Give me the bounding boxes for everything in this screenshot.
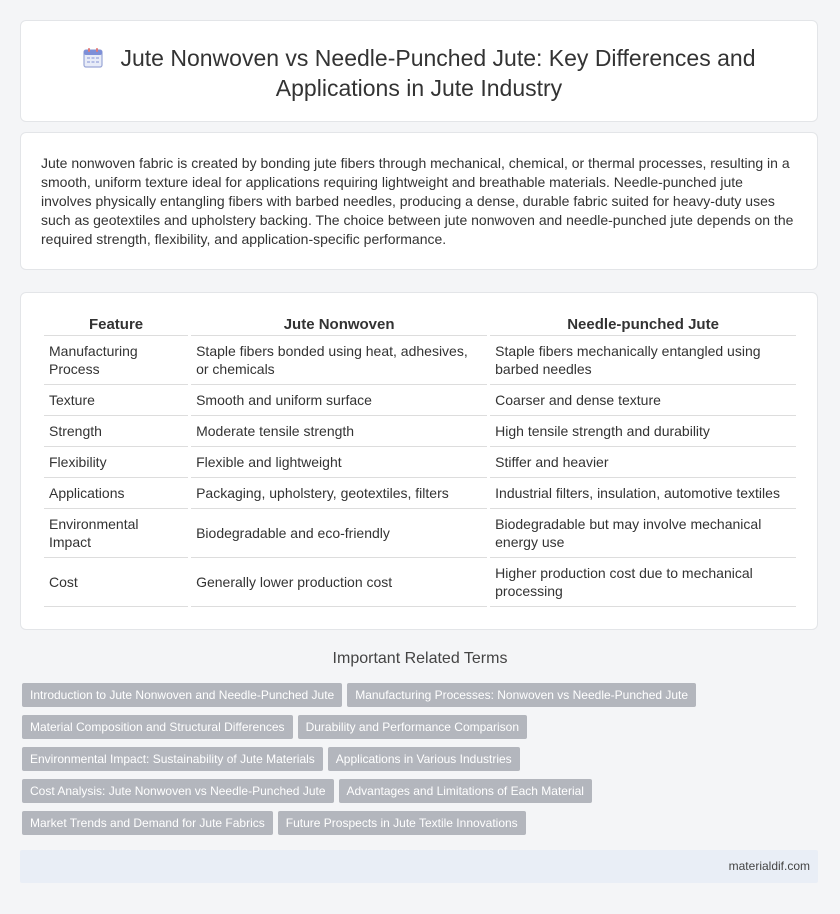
related-term-tag[interactable]: Cost Analysis: Jute Nonwoven vs Needle-Punched Jute <box>22 779 334 803</box>
table-cell-feature: Applications <box>44 478 188 509</box>
table-cell-feature: Flexibility <box>44 447 188 478</box>
related-term-tag[interactable]: Future Prospects in Jute Textile Innovations <box>278 811 526 835</box>
table-cell-needle-punched: Coarser and dense texture <box>490 385 796 416</box>
related-term-tag[interactable]: Manufacturing Processes: Nonwoven vs Needle-Punched Jute <box>347 683 696 707</box>
comparison-table <box>41 315 799 607</box>
intro-card <box>20 132 818 270</box>
table-cell-nonwoven: Staple fibers bonded using heat, adhesives, or chemicals <box>191 336 487 385</box>
table-cell-needle-punched: Staple fibers mechanically entangled using barbed needles <box>490 336 796 385</box>
table-cell-needle-punched: Higher production cost due to mechanical processing <box>490 558 796 607</box>
title-card <box>20 20 818 122</box>
table-cell-feature: Environmental Impact <box>44 509 188 558</box>
table-cell-needle-punched: Biodegradable but may involve mechanical energy use <box>490 509 796 558</box>
table-cell-needle-punched: Stiffer and heavier <box>490 447 796 478</box>
page-title: Jute Nonwoven vs Needle-Punched Jute: Key Differences and Applications in Jute Industry <box>120 45 756 101</box>
calendar-icon <box>82 47 104 69</box>
table-cell-feature: Cost <box>44 558 188 607</box>
comparison-table-card <box>20 292 818 630</box>
table-row <box>44 447 796 478</box>
related-term-tag[interactable]: Material Composition and Structural Differences <box>22 715 293 739</box>
table-cell-nonwoven: Smooth and uniform surface <box>191 385 487 416</box>
table-cell-feature: Manufacturing Process <box>44 336 188 385</box>
tag-row <box>22 715 722 747</box>
page-title-wrap <box>61 43 777 103</box>
table-cell-needle-punched: Industrial filters, insulation, automotive textiles <box>490 478 796 509</box>
column-header-needle-punched-jute: Needle-punched Jute <box>490 315 796 336</box>
table-cell-nonwoven: Biodegradable and eco-friendly <box>191 509 487 558</box>
table-cell-nonwoven: Packaging, upholstery, geotextiles, filters <box>191 478 487 509</box>
tag-row <box>22 683 722 715</box>
footer <box>20 850 818 883</box>
table-cell-nonwoven: Generally lower production cost <box>191 558 487 607</box>
tag-row <box>22 779 722 811</box>
column-header-feature: Feature <box>44 315 188 336</box>
footer-site-link[interactable]: materialdif.com <box>728 859 810 873</box>
column-header-jute-nonwoven: Jute Nonwoven <box>191 315 487 336</box>
table-header-row <box>44 315 796 336</box>
related-term-tag[interactable]: Durability and Performance Comparison <box>298 715 527 739</box>
table-row <box>44 478 796 509</box>
table-row <box>44 509 796 558</box>
table-row <box>44 558 796 607</box>
intro-paragraph: Jute nonwoven fabric is created by bonding jute fibers through mechanical, chemical, or thermal processes, resulting in a smooth, uniform texture ideal for applications requiring lightweight and breathable materials. Needle-punched jute involves physically entangling fibers with barbed needles, producing a dense, durable fabric suited for heavy-duty uses such as geotextiles and upholstery backing. The choice between jute nonwoven and needle-punched jute depends on the required strength, flexibility, and application-specific performance. <box>41 155 794 247</box>
related-term-tag[interactable]: Advantages and Limitations of Each Material <box>339 779 592 803</box>
related-terms-title: Important Related Terms <box>332 650 508 667</box>
related-term-tag[interactable]: Applications in Various Industries <box>328 747 520 771</box>
table-cell-nonwoven: Flexible and lightweight <box>191 447 487 478</box>
table-cell-feature: Strength <box>44 416 188 447</box>
tag-row <box>22 811 722 843</box>
related-term-tag[interactable]: Market Trends and Demand for Jute Fabrics <box>22 811 273 835</box>
table-cell-needle-punched: High tensile strength and durability <box>490 416 796 447</box>
table-row <box>44 336 796 385</box>
table-row <box>44 385 796 416</box>
table-cell-feature: Texture <box>44 385 188 416</box>
tag-row <box>22 747 722 779</box>
related-term-tag[interactable]: Introduction to Jute Nonwoven and Needle-Punched Jute <box>22 683 342 707</box>
table-row <box>44 416 796 447</box>
related-terms-list <box>22 683 722 843</box>
related-term-tag[interactable]: Environmental Impact: Sustainability of Jute Materials <box>22 747 323 771</box>
table-cell-nonwoven: Moderate tensile strength <box>191 416 487 447</box>
